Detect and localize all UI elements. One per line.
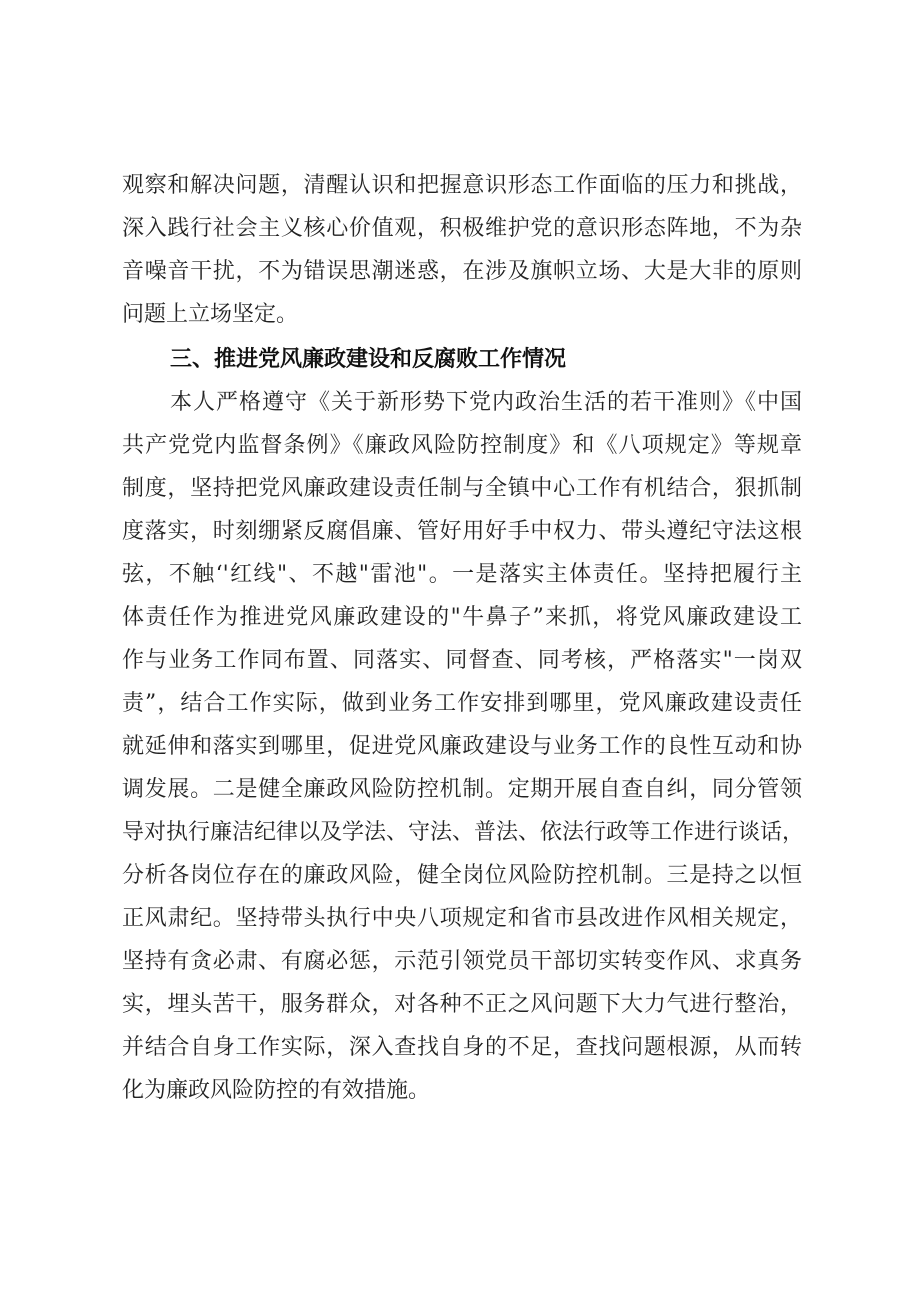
intro-line-2: 深入践行社会主义核心价值观，积极维护党的意识形态阵地，不为杂 [122,216,802,241]
body-line-11: 导对执行廉洁纪律以及学法、守法、普法、依法行政等工作进行谈话， [122,820,805,845]
body-line-12: 分析各岗位存在的廉政风险，健全岗位风险防控机制。三是持之以恒 [122,863,802,888]
body-line-6: 体责任作为推进党风廉政建设的"牛鼻子”来抓，将党风廉政建设工 [122,605,802,630]
body-line-1: 本人严格遵守《关于新形势下党内政治生活的若干准则》《中国 [170,390,802,415]
body-line-14: 坚持有贪必肃、有腐必惩，示范引领党员干部切实转变作风、求真务 [122,949,802,974]
body-line-13: 正风肃纪。坚持带头执行中央八项规定和省市县改进作风相关规定， [122,906,802,931]
body-line-7: 作与业务工作同布置、同落实、同督查、同考核，严格落实"一岗双 [122,648,802,673]
body-line-15: 实，埋头苦干，服务群众，对各种不正之风问题下大力气进行整治， [122,992,802,1017]
body-line-10: 调发展。二是健全廉政风险防控机制。定期开展自查自纠，同分管领 [122,777,802,802]
intro-line-3: 音噪音干扰，不为错误思潮迷惑，在涉及旗帜立场、大是大非的原则 [122,259,802,284]
body-line-5: 弦，不触‘'红线"、不越"雷池"。一是落实主体责任。坚持把履行主 [122,562,802,587]
body-line-17: 化为廉政风险防控的有效措施。 [122,1078,431,1103]
body-line-8: 责”，结合工作实际，做到业务工作安排到哪里，党风廉政建设责任 [122,691,802,716]
body-line-16: 并结合自身工作实际，深入查找自身的不足，查找问题根源，从而转 [122,1035,802,1060]
intro-line-1: 观察和解决问题，清醒认识和把握意识形态工作面临的压力和挑战， [122,173,802,198]
body-line-9: 就延伸和落实到哪里，促进党风廉政建设与业务工作的良性互动和协 [122,734,802,759]
body-line-3: 制度，坚持把党风廉政建设责任制与全镇中心工作有机结合，狠抓制 [122,476,802,501]
section-heading: 三、推进党风廉政建设和反腐败工作情况 [170,347,567,372]
body-line-4: 度落实，时刻绷紧反腐倡廉、管好用好手中权力、带头遵纪守法这根 [122,519,802,544]
intro-line-4: 问题上立场坚定。 [122,302,299,327]
body-line-2: 共产党党内监督条例》《廉政风险防控制度》和《八项规定》等规章 [122,433,802,458]
